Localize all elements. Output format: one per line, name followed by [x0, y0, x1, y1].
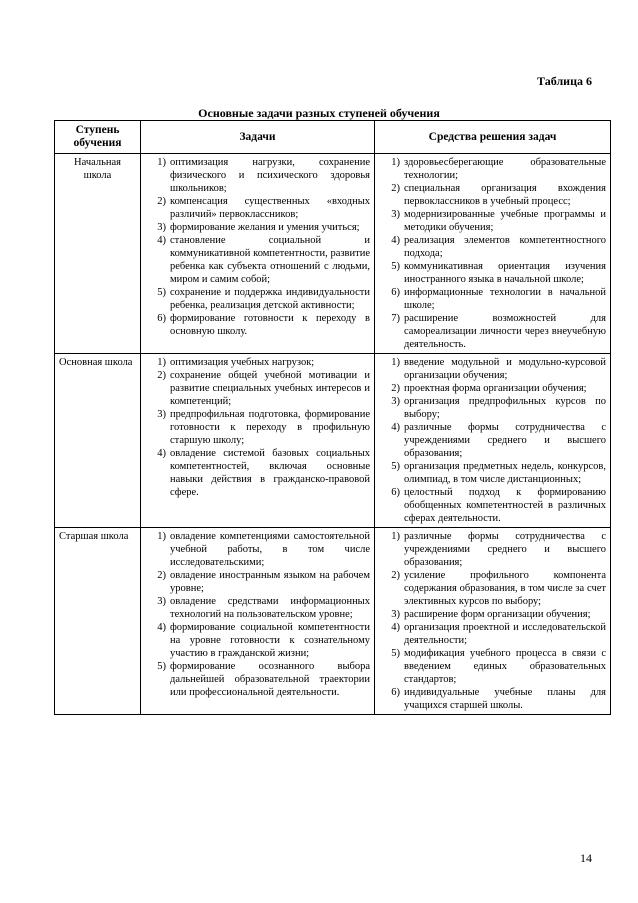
- table-row-senior: [55, 528, 611, 715]
- means-cell: [375, 354, 611, 528]
- item-number: 4): [157, 235, 166, 247]
- header-tasks: Задачи: [141, 121, 375, 154]
- tasks-cell: [141, 354, 375, 528]
- list-item: [379, 312, 606, 351]
- header-stage: Ступень обучения: [55, 121, 141, 154]
- list-item: [379, 260, 606, 286]
- item-number: 1): [391, 531, 400, 543]
- item-number: 6): [157, 313, 166, 325]
- item-text: здоровьесберегающие образовательные технологии;: [404, 157, 606, 182]
- item-number: 4): [157, 622, 166, 634]
- means-list: [379, 356, 606, 525]
- item-number: 5): [157, 287, 166, 299]
- item-text: модификация учебного процесса в связи с введением единых образовательных стандартов;: [404, 648, 606, 686]
- item-text: специальная организация вхождения первоклассников в учебный процесс;: [404, 183, 606, 208]
- tasks-list: [145, 356, 370, 499]
- table-label: Таблица 6: [537, 74, 592, 88]
- item-text: коммуникативная ориентация изучения иностранного языка в начальной школе;: [404, 261, 606, 286]
- item-number: 3): [391, 209, 400, 221]
- item-number: 1): [157, 531, 166, 543]
- item-text: модернизированные учебные программы и методики обучения;: [404, 209, 606, 234]
- item-number: 3): [157, 222, 166, 234]
- item-number: 2): [391, 183, 400, 195]
- item-number: 5): [391, 461, 400, 473]
- item-text: усиление профильного компонента содержания образования, в том числе за счет элективных курсов по выбору;: [404, 570, 606, 608]
- item-number: 6): [391, 687, 400, 699]
- list-item: [145, 221, 370, 234]
- item-text: различные формы сотрудничества с учреждениями среднего и высшего образования;: [404, 422, 606, 460]
- item-text: формирование осознанного выбора дальнейшей образовательной траектории или профессиональной деятельности.: [170, 661, 370, 699]
- item-number: 2): [391, 570, 400, 582]
- table-header-row: [55, 121, 611, 154]
- item-text: сохранение и поддержка индивидуальности ребенка, реализация детской активности;: [170, 287, 370, 312]
- item-number: 2): [157, 370, 166, 382]
- list-item: [145, 621, 370, 660]
- list-item: [145, 195, 370, 221]
- item-number: 1): [391, 157, 400, 169]
- list-item: [379, 647, 606, 686]
- item-number: 3): [157, 596, 166, 608]
- means-list: [379, 156, 606, 351]
- list-item: [379, 156, 606, 182]
- item-text: компенсация существенных «входных различий» первоклассников;: [170, 196, 370, 221]
- list-item: [379, 395, 606, 421]
- item-number: 4): [391, 622, 400, 634]
- item-text: предпрофильная подготовка, формирование готовности к переходу в профильную старшую школу;: [170, 409, 370, 447]
- item-text: расширение форм организации обучения;: [404, 609, 591, 621]
- item-number: 6): [391, 487, 400, 499]
- list-item: [145, 530, 370, 569]
- item-text: оптимизация нагрузки, сохранение физического и психического здоровья школьников;: [170, 157, 370, 195]
- list-item: [379, 530, 606, 569]
- list-item: [379, 382, 606, 395]
- list-item: [145, 447, 370, 499]
- item-number: 1): [157, 357, 166, 369]
- item-number: 5): [391, 261, 400, 273]
- list-item: [379, 208, 606, 234]
- item-text: становление социальной и коммуникативной компетентности, развитие ребенка как субъекта отношений с людьми, миром и самим собой;: [170, 235, 370, 286]
- item-text: целостный подход к формированию обобщенных компетентностей в различных сферах деятельности.: [404, 487, 606, 525]
- list-item: [145, 286, 370, 312]
- item-number: 3): [157, 409, 166, 421]
- list-item: [145, 408, 370, 447]
- page-number: 14: [580, 851, 592, 865]
- list-item: [145, 660, 370, 699]
- list-item: [379, 569, 606, 608]
- tasks-table: [54, 120, 611, 715]
- list-item: [145, 569, 370, 595]
- list-item: [379, 608, 606, 621]
- list-item: [379, 686, 606, 712]
- item-text: индивидуальные учебные планы для учащихся старшей школы.: [404, 687, 606, 712]
- item-number: 2): [157, 570, 166, 582]
- tasks-cell: [141, 154, 375, 354]
- item-number: 6): [391, 287, 400, 299]
- list-item: [379, 486, 606, 525]
- stage-cell: Начальная школа: [55, 154, 141, 354]
- item-text: введение модульной и модульно-курсовой организации обучения;: [404, 357, 606, 382]
- table-row-primary: [55, 154, 611, 354]
- item-text: организация предметных недель, конкурсов, олимпиад, в том числе дистанционных;: [404, 461, 606, 486]
- stage-cell: Основная школа: [55, 354, 141, 528]
- item-number: 3): [391, 396, 400, 408]
- item-text: оптимизация учебных нагрузок;: [170, 357, 315, 369]
- list-item: [145, 369, 370, 408]
- list-item: [379, 234, 606, 260]
- item-text: сохранение общей учебной мотивации и развитие специальных учебных интересов и компетенций;: [170, 370, 370, 408]
- item-number: 7): [391, 313, 400, 325]
- means-cell: [375, 154, 611, 354]
- item-text: овладение средствами информационных технологий на пользовательском уровне;: [170, 596, 370, 621]
- list-item: [145, 156, 370, 195]
- item-text: проектная форма организации обучения;: [404, 383, 587, 395]
- list-item: [379, 182, 606, 208]
- item-text: реализация элементов компетентностного подхода;: [404, 235, 606, 260]
- list-item: [145, 595, 370, 621]
- item-number: 4): [391, 422, 400, 434]
- item-text: овладение системой базовых социальных компетентностей, включая основные навыки действия в гражданско-правовой сфере.: [170, 448, 370, 499]
- item-text: формирование готовности к переходу в основную школу.: [170, 313, 370, 338]
- item-number: 2): [391, 383, 400, 395]
- item-text: формирование желания и умения учиться;: [170, 222, 360, 234]
- table-row-basic: [55, 354, 611, 528]
- item-number: 2): [157, 196, 166, 208]
- tasks-list: [145, 530, 370, 699]
- item-number: 5): [391, 648, 400, 660]
- item-text: овладение иностранным языком на рабочем уровне;: [170, 570, 370, 595]
- item-number: 5): [157, 661, 166, 673]
- list-item: [379, 460, 606, 486]
- item-number: 3): [391, 609, 400, 621]
- tasks-cell: [141, 528, 375, 715]
- means-list: [379, 530, 606, 712]
- item-number: 1): [391, 357, 400, 369]
- table-title: Основные задачи разных ступеней обучения: [198, 106, 440, 120]
- means-cell: [375, 528, 611, 715]
- list-item: [379, 421, 606, 460]
- item-number: 1): [157, 157, 166, 169]
- list-item: [379, 621, 606, 647]
- item-text: организация предпрофильных курсов по выбору;: [404, 396, 606, 421]
- header-means: Средства решения задач: [375, 121, 611, 154]
- item-text: организация проектной и исследовательской деятельности;: [404, 622, 606, 647]
- item-number: 4): [157, 448, 166, 460]
- list-item: [379, 286, 606, 312]
- item-number: 4): [391, 235, 400, 247]
- item-text: формирование социальной компетентности на уровне готовности к сознательному участию в гражданской жизни;: [170, 622, 370, 660]
- item-text: овладение компетенциями самостоятельной учебной работы, в том числе исследовательскими;: [170, 531, 370, 569]
- item-text: информационные технологии в начальной школе;: [404, 287, 606, 312]
- list-item: [145, 312, 370, 338]
- item-text: расширение возможностей для самореализации личности через внеучебную деятельность.: [404, 313, 606, 351]
- list-item: [145, 356, 370, 369]
- list-item: [379, 356, 606, 382]
- list-item: [145, 234, 370, 286]
- tasks-list: [145, 156, 370, 338]
- stage-cell: Старшая школа: [55, 528, 141, 715]
- item-text: различные формы сотрудничества с учреждениями среднего и высшего образования;: [404, 531, 606, 569]
